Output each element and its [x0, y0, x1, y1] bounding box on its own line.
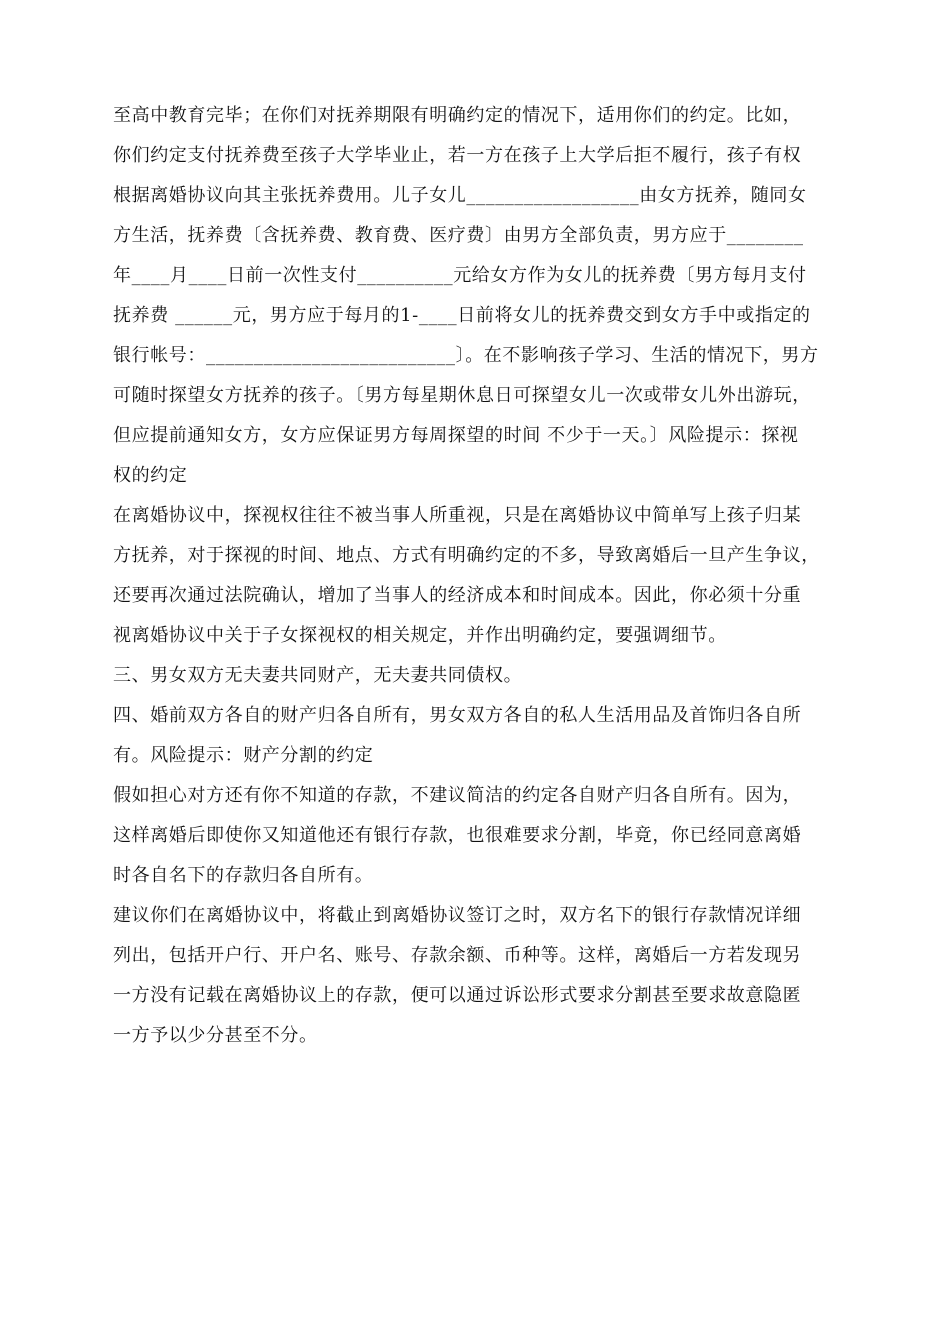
- text-line: 假如担心对方还有你不知道的存款，不建议简洁的约定各自财产归各自所有。因为，: [113, 785, 802, 806]
- text-line: 但应提前通知女方，女方应保证男方每周探望的时间 不少于一天。〕风险提示：探视: [113, 425, 799, 446]
- text-line: 一方予以少分甚至不分。: [113, 1025, 318, 1046]
- text-line: 银行帐号：__________________________〕。在不影响孩子学习、生活的情况下，男方: [113, 345, 819, 366]
- text-line: 还要再次通过法院确认，增加了当事人的经济成本和时间成本。因此，你必须十分重: [113, 585, 802, 606]
- text-line: 方生活，抚养费〔含抚养费、教育费、医疗费〕由男方全部负责，男方应于________: [113, 225, 804, 246]
- text-line: 年____月____日前一次性支付__________元给女方作为女儿的抚养费〔男方每月支付: [113, 265, 807, 286]
- text-line: 有。风险提示：财产分割的约定: [113, 745, 374, 766]
- text-line: 抚养费 ______元，男方应于每月的1-____日前将女儿的抚养费交到女方手中或指定的: [113, 305, 811, 326]
- text-line: 四、婚前双方各自的财产归各自所有，男女双方各自的私人生活用品及首饰归各自所: [113, 705, 802, 726]
- text-line: 时各自名下的存款归各自所有。: [113, 865, 374, 886]
- text-line: 建议你们在离婚协议中，将截止到离婚协议签订之时，双方名下的银行存款情况详细: [113, 905, 802, 926]
- text-line: 至高中教育完毕；在你们对抚养期限有明确约定的情况下，适用你们的约定。比如，: [113, 105, 802, 126]
- text-line: 根据离婚协议向其主张抚养费用。儿子女儿__________________由女方抚养，随同女: [113, 185, 807, 206]
- text-line: 在离婚协议中，探视权往往不被当事人所重视，只是在离婚协议中简单写上孩子归某: [113, 505, 802, 526]
- text-line: 方抚养，对于探视的时间、地点、方式有明确约定的不多，导致离婚后一旦产生争议，: [113, 545, 820, 566]
- text-line: 可随时探望女方抚养的孩子。〔男方每星期休息日可探望女儿一次或带女儿外出游玩，: [113, 385, 811, 406]
- text-line: 三、男女双方无夫妻共同财产，无夫妻共同债权。: [113, 665, 523, 686]
- text-line: 视离婚协议中关于子女探视权的相关规定，并作出明确约定，要强调细节。: [113, 625, 727, 646]
- text-line: 一方没有记载在离婚协议上的存款，便可以通过诉讼形式要求分割甚至要求故意隐匿: [113, 985, 802, 1006]
- text-line: 列出，包括开户行、开户名、账号、存款余额、币种等。这样，离婚后一方若发现另: [113, 945, 802, 966]
- text-line: 这样离婚后即使你又知道他还有银行存款，也很难要求分割，毕竟，你已经同意离婚: [113, 825, 802, 846]
- text-line: 权的约定: [113, 465, 188, 486]
- document-body: [113, 96, 853, 1056]
- text-line: 你们约定支付抚养费至孩子大学毕业止，若一方在孩子上大学后拒不履行，孩子有权: [113, 145, 802, 166]
